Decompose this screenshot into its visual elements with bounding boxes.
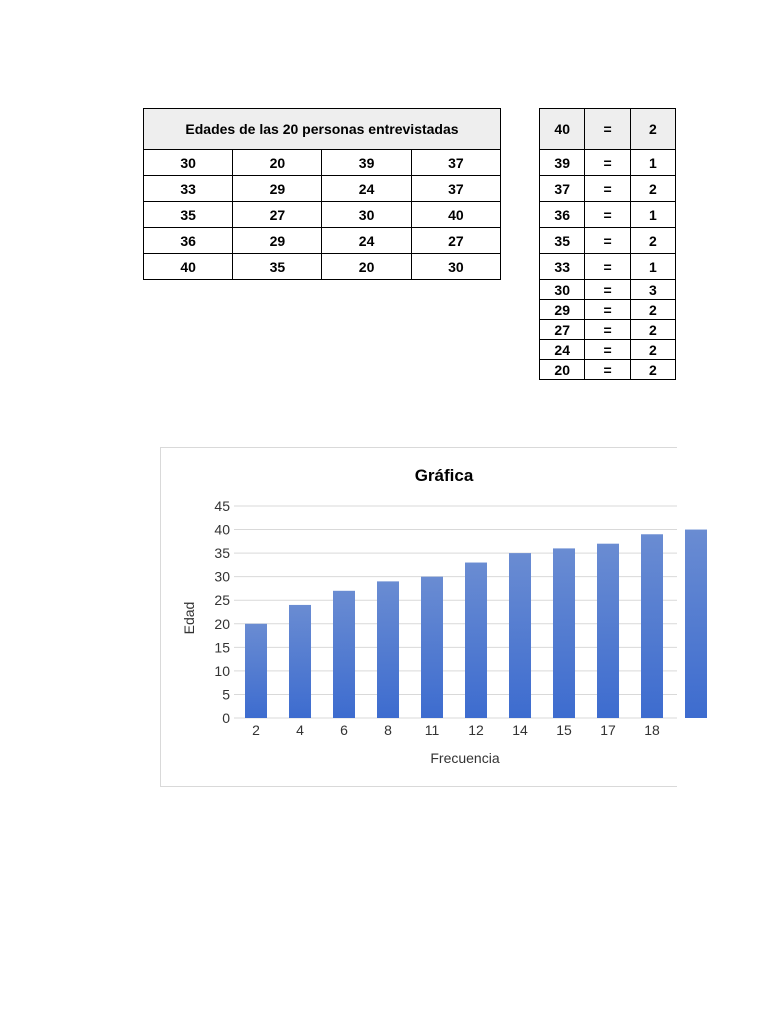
frequency-age: 30 (540, 280, 585, 300)
frequency-count: 2 (630, 360, 675, 380)
y-tick-label: 20 (214, 615, 230, 632)
frequency-count: 2 (630, 228, 675, 254)
frequency-age: 35 (540, 228, 585, 254)
bar (333, 591, 355, 718)
y-tick-label: 35 (214, 545, 230, 562)
table-cell: 37 (411, 150, 500, 176)
frequency-equals: = (585, 340, 630, 360)
frequency-equals: = (585, 280, 630, 300)
frequency-age: 27 (540, 320, 585, 340)
x-tick-label: 17 (600, 722, 616, 738)
frequency-count: 1 (630, 150, 675, 176)
table-cell: 29 (233, 176, 322, 202)
frequency-count: 2 (630, 300, 675, 320)
table-cell: 24 (322, 176, 411, 202)
x-tick-label: 8 (384, 722, 392, 738)
chart-container (160, 447, 677, 787)
table-cell: 30 (322, 202, 411, 228)
frequency-equals: = (585, 320, 630, 340)
frequency-age: 37 (540, 176, 585, 202)
frequency-count: 1 (630, 202, 675, 228)
frequency-count: 2 (630, 320, 675, 340)
x-axis-ticks (252, 722, 660, 738)
frequency-age: 20 (540, 360, 585, 380)
y-tick-label: 25 (214, 592, 230, 609)
table-cell: 20 (322, 254, 411, 280)
bar (509, 553, 531, 718)
frequency-age: 40 (540, 109, 585, 150)
table-cell: 36 (144, 228, 233, 254)
x-tick-label: 15 (556, 722, 572, 738)
table-cell: 27 (411, 228, 500, 254)
x-tick-label: 6 (340, 722, 348, 738)
x-tick-label: 14 (512, 722, 528, 738)
table-cell: 35 (144, 202, 233, 228)
y-tick-label: 0 (222, 710, 230, 726)
bar (597, 544, 619, 718)
frequency-age: 33 (540, 254, 585, 280)
table-cell: 30 (144, 150, 233, 176)
x-tick-label: 11 (424, 722, 440, 738)
bar (289, 605, 311, 718)
frequency-equals: = (585, 202, 630, 228)
x-tick-label: 12 (468, 722, 484, 738)
bar (685, 530, 707, 718)
frequency-equals: = (585, 300, 630, 320)
bar (245, 624, 267, 718)
bar-chart (1, 1, 768, 1025)
frequency-equals: = (585, 360, 630, 380)
frequency-age: 39 (540, 150, 585, 176)
table-cell: 37 (411, 176, 500, 202)
x-tick-label: 4 (296, 722, 304, 738)
frequency-count: 3 (630, 280, 675, 300)
y-tick-label: 40 (214, 521, 230, 538)
y-tick-label: 15 (214, 639, 230, 656)
y-tick-label: 5 (222, 686, 230, 703)
chart-title: Gráfica (414, 466, 474, 485)
frequency-equals: = (585, 176, 630, 202)
bar (421, 577, 443, 718)
y-tick-label: 10 (214, 662, 230, 679)
frequency-equals: = (585, 254, 630, 280)
y-tick-label: 30 (214, 568, 230, 585)
table-cell: 30 (411, 254, 500, 280)
frequency-count: 1 (630, 254, 675, 280)
table-cell: 20 (233, 150, 322, 176)
frequency-age: 29 (540, 300, 585, 320)
frequency-equals: = (585, 109, 630, 150)
frequency-age: 36 (540, 202, 585, 228)
table-cell: 35 (233, 254, 322, 280)
ages-table-header: Edades de las 20 personas entrevistadas (144, 109, 501, 150)
bar (465, 563, 487, 718)
frequency-age: 24 (540, 340, 585, 360)
table-cell: 40 (144, 254, 233, 280)
frequency-count: 2 (630, 176, 675, 202)
y-axis-ticks (214, 498, 230, 726)
x-tick-label: 18 (644, 722, 660, 738)
table-cell: 33 (144, 176, 233, 202)
x-axis-label: Frecuencia (430, 750, 500, 766)
table-cell: 40 (411, 202, 500, 228)
frequency-count: 2 (630, 340, 675, 360)
table-cell: 39 (322, 150, 411, 176)
table-cell: 29 (233, 228, 322, 254)
bar (553, 548, 575, 718)
frequency-count: 2 (630, 109, 675, 150)
table-cell: 27 (233, 202, 322, 228)
x-tick-label: 2 (252, 722, 260, 738)
y-axis-label: Edad (181, 601, 197, 635)
table-cell: 24 (322, 228, 411, 254)
bar (377, 581, 399, 718)
y-tick-label: 45 (214, 498, 230, 514)
frequency-equals: = (585, 228, 630, 254)
frequency-equals: = (585, 150, 630, 176)
bar (641, 534, 663, 718)
